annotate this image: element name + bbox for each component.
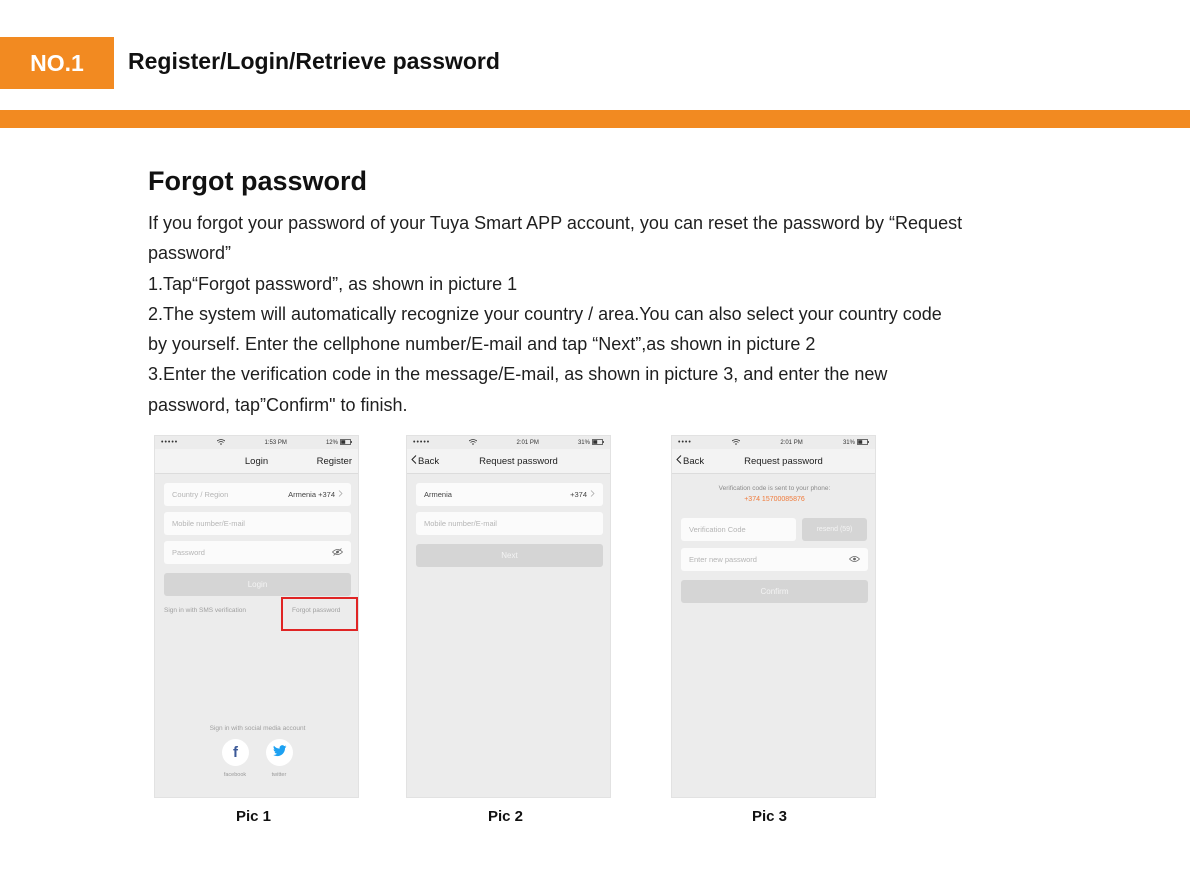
resend-button[interactable]: resend (59) [802,518,867,541]
battery-percent: 12% [325,439,338,446]
back-label: Back [683,455,705,467]
step-2-line-2: by yourself. Enter the cellphone number/E-mail and tap “Next”,as shown in picture 2 [148,334,816,355]
code-placeholder: Verification Code [689,525,746,534]
battery-icon [340,439,352,447]
country-value: Armenia [424,490,452,499]
step-3-line-2: password, tap”Confirm" to finish. [148,394,408,415]
facebook-label: facebook [223,772,247,778]
battery-percent: 31% [577,439,590,446]
wifi-icon [469,439,477,447]
chevron-right-icon [590,490,595,499]
battery-icon [857,439,869,447]
nav-title-request-password: Request password [744,455,823,467]
caption-pic-1: Pic 1 [236,808,272,825]
password-input[interactable] [164,541,351,564]
wifi-icon [732,439,740,447]
chevron-left-icon [411,455,417,467]
wifi-icon [217,439,225,447]
nav-bar [155,449,358,474]
intro-line-1: If you forgot your password of your Tuya Smart APP account, you can reset the password by “Request [148,213,963,233]
phone-screenshot-login [154,435,359,798]
status-bar [672,436,875,449]
forgot-password-highlight [281,597,358,631]
mobile-placeholder: Mobile number/E-mail [424,519,497,528]
sms-signin-link[interactable]: Sign in with SMS verification [164,607,247,614]
signal-strength: •••• [678,439,692,446]
verification-code-input[interactable] [681,518,796,541]
mobile-email-input[interactable] [164,512,351,535]
caption-pic-3: Pic 3 [752,808,788,825]
nav-bar [672,449,875,474]
eye-off-icon[interactable] [332,548,343,558]
back-button[interactable] [676,455,704,467]
new-password-placeholder: Enter new password [689,555,757,564]
status-bar [155,436,358,449]
next-button[interactable]: Next [416,544,603,567]
instructions [148,166,1108,420]
new-password-input[interactable] [681,548,868,571]
login-button[interactable]: Login [164,573,351,596]
header-title: Register/Login/Retrieve password [128,48,500,74]
forgot-password-link[interactable]: Forgot password [292,607,341,614]
nav-bar [407,449,610,474]
mobile-email-input[interactable] [416,512,603,535]
phone-screenshot-verification [671,435,876,798]
orange-divider-bar [0,110,1190,128]
phone-screenshot-request-password [406,435,611,798]
eye-icon[interactable] [849,555,860,565]
signal-strength: ••••• [413,439,431,446]
section-title: Forgot password [148,166,368,196]
password-placeholder: Password [172,548,205,557]
country-selector[interactable] [164,483,351,506]
phone-number: +374 15700085876 [744,496,805,503]
facebook-icon: f [233,744,238,761]
country-selector[interactable] [416,483,603,506]
facebook-button[interactable] [222,739,249,766]
country-code: +374 [570,490,587,499]
country-label: Country / Region [172,490,229,499]
nav-title-login: Login [244,455,269,467]
mobile-placeholder: Mobile number/E-mail [172,519,245,528]
social-signin-heading: Sign in with social media account [209,725,306,732]
chevron-left-icon [676,455,682,467]
chevron-right-icon [338,490,343,499]
section-number-badge: NO.1 [0,37,114,89]
caption-pic-2: Pic 2 [488,808,524,825]
nav-title-request-password: Request password [479,455,558,467]
step-3-line-1: 3.Enter the verification code in the message/E-mail, as shown in picture 3, and enter the new [148,364,888,385]
status-time: 2:01 PM [780,439,803,446]
country-value: Armenia +374 [288,490,335,499]
status-bar [407,436,610,449]
battery-icon [592,439,604,447]
status-time: 1:53 PM [264,439,287,446]
signal-strength: ••••• [161,439,179,446]
confirm-button[interactable]: Confirm [681,580,868,603]
battery-percent: 31% [842,439,855,446]
twitter-label: twitter [271,772,287,778]
twitter-icon [273,744,287,762]
back-label: Back [418,455,440,467]
code-sent-message: Verification code is sent to your phone: [718,485,831,492]
back-button[interactable] [411,455,439,467]
step-1: 1.Tap“Forgot password”, as shown in picture 1 [148,273,518,294]
status-time: 2:01 PM [516,439,539,446]
twitter-button[interactable] [266,739,293,766]
register-link[interactable]: Register [316,455,352,467]
intro-line-2: password” [148,243,232,264]
step-2-line-1: 2.The system will automatically recognize your country / area.You can also select your country code [148,303,942,324]
